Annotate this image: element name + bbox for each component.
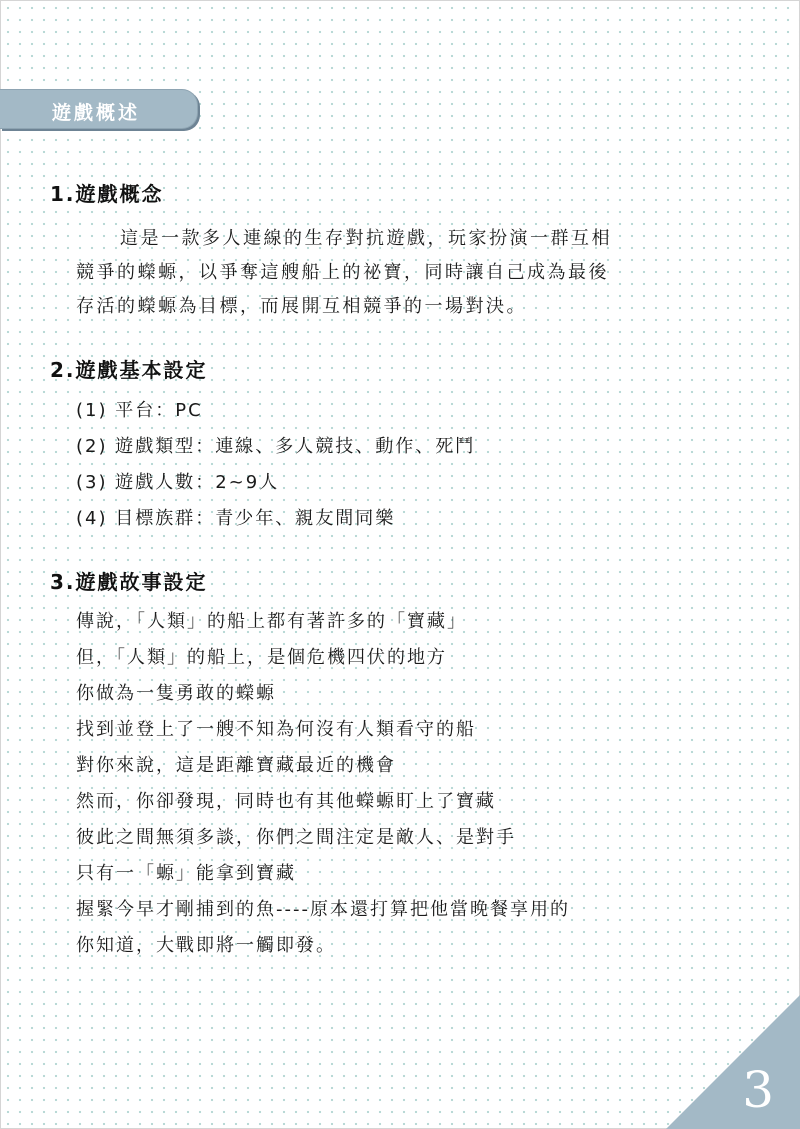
story-line: 握緊今早才剛捕到的魚----原本還打算把他當晚餐享用的 (76, 899, 570, 920)
corner-triangle-shape (666, 995, 800, 1129)
story-lines (76, 604, 570, 964)
story-line: 彼此之間無須多談，你們之間注定是敵人、是對手 (76, 827, 516, 848)
story-line: 傳說，「人類」的船上都有著許多的「寶藏」 (76, 611, 467, 632)
story-line: 找到並登上了一艘不知為何沒有人類看守的船 (76, 719, 476, 740)
story-line: 然而，你卻發現，同時也有其他蠑螈盯上了寶藏 (76, 791, 496, 812)
section-tab (0, 89, 198, 129)
story-line: 只有一「螈」能拿到寶藏 (76, 863, 296, 884)
settings-heading: 2.遊戲基本設定 (50, 358, 208, 382)
settings-item: (4) 目標族群：青少年、親友間同樂 (76, 508, 396, 529)
settings-item: (2) 遊戲類型：連線、多人競技、動作、死鬥 (76, 436, 476, 457)
concept-paragraph (76, 222, 696, 324)
page-number: 3 (742, 1061, 774, 1119)
settings-list (76, 393, 475, 537)
concept-line: 存活的蠑螈為目標，而展開互相競爭的一場對決。 (76, 296, 527, 317)
story-heading: 3.遊戲故事設定 (50, 570, 208, 594)
settings-item: (3) 遊戲人數：2~9人 (76, 472, 280, 493)
concept-line: 競爭的蠑螈，以爭奪這艘船上的祕寶，同時讓自己成為最後 (76, 262, 609, 283)
story-line: 對你來說，這是距離寶藏最近的機會 (76, 755, 396, 776)
page-corner-triangle (666, 995, 800, 1129)
concept-heading: 1.遊戲概念 (50, 182, 164, 206)
concept-line: 這是一款多人連線的生存對抗遊戲，玩家扮演一群互相 (120, 228, 612, 249)
settings-item: (1) 平台：PC (76, 400, 203, 421)
story-line: 但，「人類」的船上，是個危機四伏的地方 (76, 647, 447, 668)
section-tab-label: 遊戲概述 (52, 102, 141, 124)
story-line: 你知道，大戰即將一觸即發。 (76, 935, 336, 956)
story-line: 你做為一隻勇敢的蠑螈 (76, 683, 276, 704)
